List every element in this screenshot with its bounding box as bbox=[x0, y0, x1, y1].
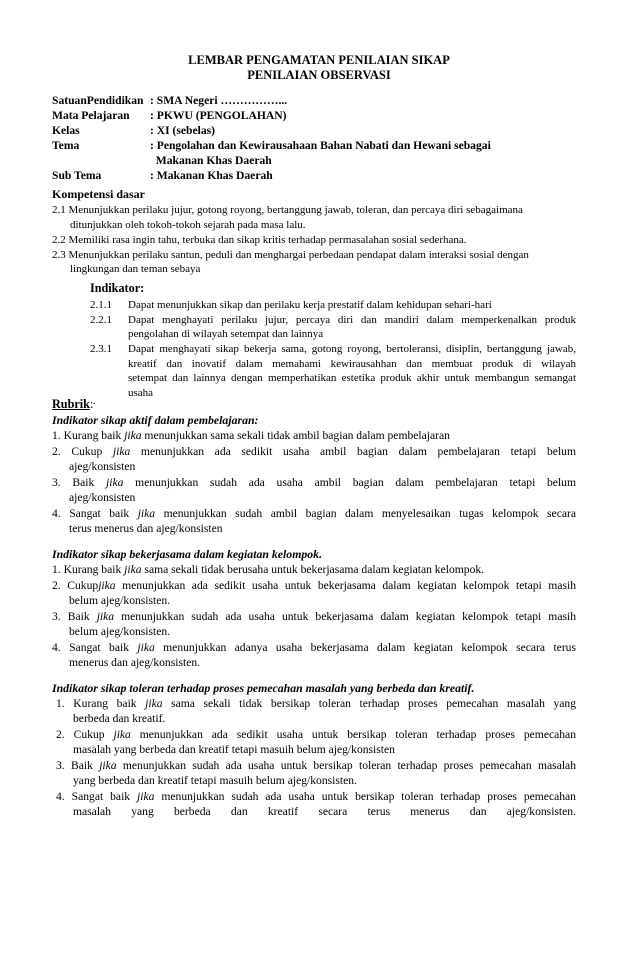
rubrik-group-label: Indikator sikap aktif dalam pembelajaran: bbox=[52, 413, 259, 427]
item-italic: jika bbox=[137, 507, 156, 520]
rubrik-item-cont: menerus dan ajeg/konsisten. bbox=[69, 656, 201, 669]
item-text: menunjukkan ada sedikit usaha ambil bagian dalam pembelajaran tetapi belum bbox=[130, 445, 576, 458]
rubrik-item bbox=[56, 759, 576, 772]
meta-key: Tema bbox=[52, 139, 80, 152]
rubrik-item-cont: belum ajeg/konsisten. bbox=[69, 594, 171, 607]
rubrik-item-cont: ajeg/konsisten bbox=[69, 460, 136, 473]
meta-value: : Makanan Khas Daerah bbox=[150, 169, 273, 182]
item-number: 3. bbox=[52, 476, 61, 489]
item-text: menunjukkan adanya usaha bekerjasama dalam kegiatan kelompok secara terus bbox=[154, 641, 576, 654]
indikator-line: pengolahan di wilayah setempat dan lainnya bbox=[128, 328, 324, 340]
kompetensi-heading: Kompetensi dasar bbox=[52, 187, 145, 201]
item-number: 4. bbox=[52, 641, 61, 654]
item-number: 4. bbox=[52, 507, 61, 520]
item-italic: jika bbox=[124, 563, 142, 576]
indikator-line: usaha bbox=[128, 387, 154, 399]
item-text: menunjukkan sudah ada usaha untuk bekerjasama dalam kegiatan kelompok tetapi masih bbox=[114, 610, 576, 623]
item-number: 1. bbox=[56, 697, 65, 710]
rubrik-item bbox=[52, 579, 576, 592]
item-text: menunjukkan sudah ada usaha ambil bagian dalam pembelajaran tetapi belum bbox=[123, 476, 576, 489]
document-title: LEMBAR PENGAMATAN PENILAIAN SIKAP bbox=[188, 53, 450, 67]
item-italic: jika bbox=[113, 728, 131, 741]
rubrik-item bbox=[56, 728, 576, 741]
rubrik-item-cont: ajeg/konsisten bbox=[69, 491, 136, 504]
item-italic: jika bbox=[112, 445, 131, 458]
item-number: 4. bbox=[56, 790, 65, 803]
item-text: Cukup bbox=[71, 445, 113, 458]
rubrik-item-cont: masalah yang berbeda dan kreatif tetapi masuih belum ajeg/konsisten bbox=[73, 743, 395, 756]
item-text: menunjukkan sama sekali tidak ambil bagian dalam pembelajaran bbox=[141, 429, 450, 442]
kompetensi-line: 2.2 Memiliki rasa ingin tahu, terbuka dan sikap kritis terhadap permasalahan sosial sederhana. bbox=[52, 234, 467, 246]
rubrik-heading bbox=[52, 397, 93, 412]
indikator-number: 2.1.1 bbox=[90, 299, 112, 311]
item-text: sama sekali tidak bersikap toleran terhadap proses pemecahan masalah yang bbox=[162, 697, 576, 710]
stray-dot: . bbox=[93, 396, 96, 407]
item-text: Kurang baik bbox=[63, 563, 125, 576]
item-text: menunjukkan sudah ada usaha untuk bersikap toleran terhadap proses pemecahan masalah bbox=[116, 759, 577, 772]
rubrik-item-cont: berbeda dan kreatif. bbox=[73, 712, 166, 725]
item-text: Sangat baik bbox=[71, 790, 138, 803]
kompetensi-line: 2.3 Menunjukkan perilaku santun, peduli dan menghargai perbedaan pendapat dalam interaksi sosial dengan bbox=[52, 249, 529, 261]
indikator-heading: Indikator: bbox=[90, 281, 145, 295]
item-number: 3. bbox=[56, 759, 65, 772]
rubrik-item bbox=[52, 429, 450, 442]
rubrik-item bbox=[52, 445, 576, 458]
item-text: Kurang baik bbox=[73, 697, 146, 710]
item-number: 3. bbox=[52, 610, 61, 623]
rubrik-item-cont: terus menerus dan ajeg/konsisten bbox=[69, 522, 223, 535]
item-italic: jika bbox=[145, 697, 163, 710]
item-number: 1. bbox=[52, 563, 61, 576]
indikator-line: Dapat menghayati perilaku jujur, percaya diri dan mandiri dalam memperkenalkan produk bbox=[128, 314, 576, 326]
item-text: Baik bbox=[71, 759, 100, 772]
item-text: Baik bbox=[72, 476, 107, 489]
item-italic: jika bbox=[106, 476, 124, 489]
meta-value: : Pengolahan dan Kewirausahaan Bahan Nabati dan Hewani sebagai bbox=[150, 139, 491, 152]
item-number: 2. bbox=[52, 445, 61, 458]
item-number: 2. bbox=[52, 579, 61, 592]
item-italic: jika bbox=[124, 429, 142, 442]
item-text: sama sekali tidak berusaha untuk bekerjasama dalam kegiatan kelompok. bbox=[141, 563, 485, 576]
indikator-line: Dapat menunjukkan sikap dan perilaku kerja prestatif dalam kehidupan sehari-hari bbox=[128, 299, 492, 311]
rubrik-item-cont: yang berbeda dan kreatif tetapi masuih belum ajeg/konsisten. bbox=[73, 774, 357, 787]
meta-key: SatuanPendidikan bbox=[52, 94, 144, 107]
indikator-line: setempat dan lainnya dengan memperhatikan estetika produk akhir untuk membangun semangat bbox=[128, 372, 576, 384]
meta-key: Mata Pelajaran bbox=[52, 109, 130, 122]
rubrik-item bbox=[52, 641, 576, 654]
indikator-line: Dapat menghayati sikap bekerja sama, gotong royong, bertoleransi, disiplin, bertanggung jawab, bbox=[128, 343, 576, 355]
meta-value: : XI (sebelas) bbox=[150, 124, 216, 137]
item-text: menunjukkan ada sedikit usaha untuk bersikap toleran terhadap proses pemecahan bbox=[130, 728, 577, 741]
document-subtitle: PENILAIAN OBSERVASI bbox=[247, 68, 391, 82]
meta-key: Kelas bbox=[52, 124, 80, 137]
item-text: Cukup bbox=[67, 579, 99, 592]
item-text: Baik bbox=[67, 610, 97, 623]
item-italic: jika bbox=[137, 790, 155, 803]
indikator-line: kreatif dan inovatif dalam memahami kewirausahhan dan membuat produk di wilayah bbox=[128, 358, 576, 370]
item-text: Cukup bbox=[73, 728, 114, 741]
rubrik-group-label: Indikator sikap bekerjasama dalam kegiatan kelompok. bbox=[52, 547, 323, 561]
meta-key: Sub Tema bbox=[52, 169, 102, 182]
meta-value: : PKWU (PENGOLAHAN) bbox=[150, 109, 287, 122]
item-text: Sangat baik bbox=[69, 507, 138, 520]
item-text: Sangat baik bbox=[69, 641, 138, 654]
rubrik-colon: : bbox=[89, 397, 94, 411]
kompetensi-line: ditunjukkan oleh tokoh-tokoh sejarah pada masa lalu. bbox=[70, 219, 306, 231]
rubrik-item bbox=[52, 610, 576, 623]
meta-value: : SMA Negeri ……………... bbox=[150, 94, 288, 107]
item-number: 2. bbox=[56, 728, 65, 741]
rubrik-item bbox=[52, 507, 576, 520]
rubrik-item bbox=[56, 697, 576, 710]
kompetensi-line: 2.1 Menunjukkan perilaku jujur, gotong royong, bertanggung jawab, toleran, dan percaya diri sebagaimana bbox=[52, 204, 523, 216]
rubrik-item-cont: masalah yang berbeda dan kreatif secara terus menerus dan ajeg/konsisten. bbox=[73, 805, 576, 818]
kompetensi-line: lingkungan dan teman sebaya bbox=[70, 263, 201, 275]
rubrik-item-cont: belum ajeg/konsisten. bbox=[69, 625, 171, 638]
indikator-number: 2.2.1 bbox=[90, 314, 112, 326]
rubrik-item bbox=[52, 476, 576, 489]
item-italic: jika bbox=[96, 610, 115, 623]
rubrik-item bbox=[56, 790, 576, 803]
rubrik-item bbox=[52, 563, 484, 576]
rubrik-group-label: Indikator sikap toleran terhadap proses pemecahan masalah yang berbeda dan kreatif. bbox=[52, 681, 475, 695]
rubrik-title: Rubrik bbox=[52, 397, 90, 411]
indikator-number: 2.3.1 bbox=[90, 343, 112, 355]
item-italic: jika bbox=[98, 579, 116, 592]
meta-value: Makanan Khas Daerah bbox=[150, 154, 272, 167]
item-italic: jika bbox=[99, 759, 117, 772]
item-text: menunjukkan ada sedikit usaha untuk bekerjasama dalam kegiatan kelompok tetapi masih bbox=[115, 579, 576, 592]
item-text: menunjukkan sudah ambil bagian dalam menyelesaikan tugas kelompok secara bbox=[155, 507, 576, 520]
item-italic: jika bbox=[137, 641, 155, 654]
item-text: menunjukkan sudah ada usaha untuk bersikap toleran terhadap proses pemecahan bbox=[154, 790, 576, 803]
item-number: 1. bbox=[52, 429, 61, 442]
item-text: Kurang baik bbox=[63, 429, 125, 442]
